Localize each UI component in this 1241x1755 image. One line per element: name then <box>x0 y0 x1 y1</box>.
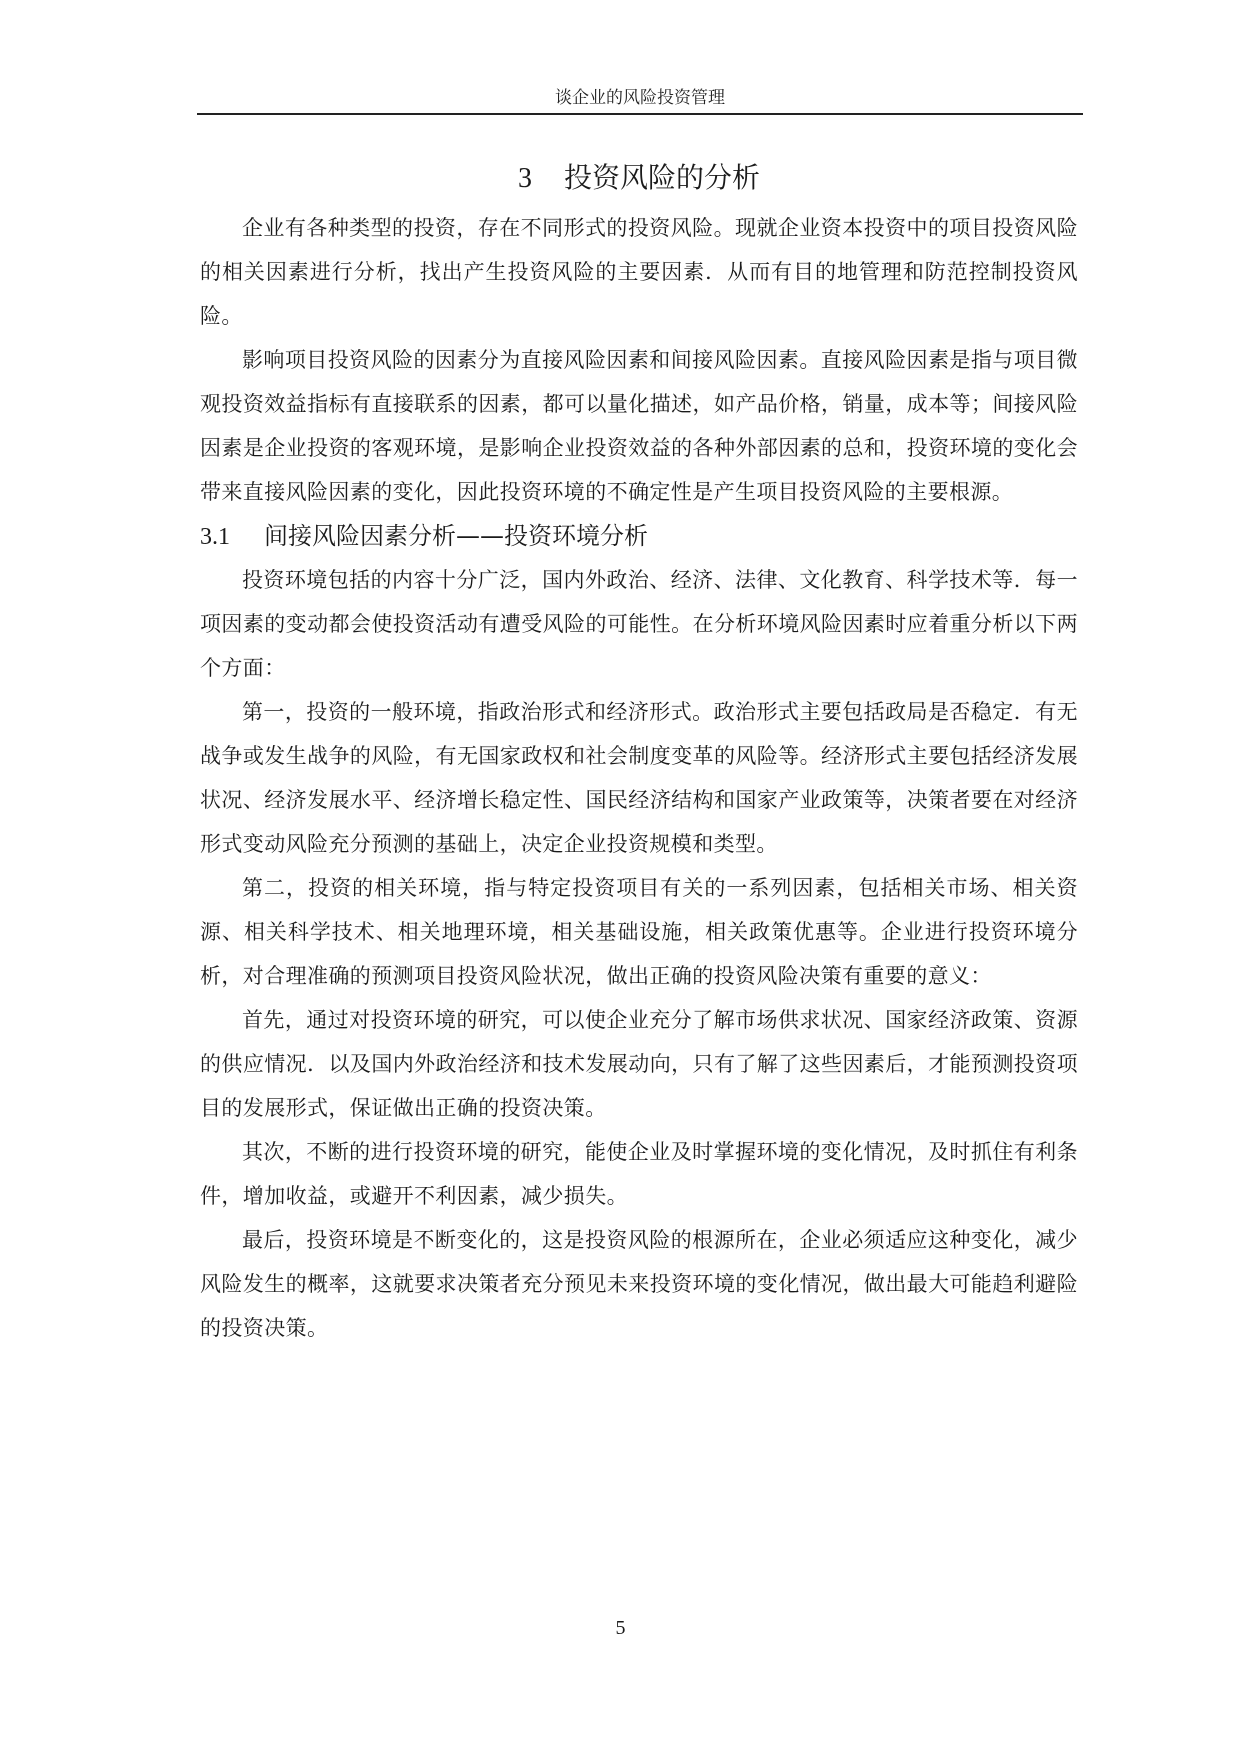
section-number: 3.1 <box>200 524 230 550</box>
paragraph-intro-2: 影响项目投资风险的因素分为直接风险因素和间接风险因素。直接风险因素是指与项目微观投资效益指标有直接联系的因素，都可以量化描述，如产品价格，销量，成本等；间接风险因素是企业投资的客观环境，是影响企业投资效益的各种外部因素的总和，投资环境的变化会带来直接风险因素的变化，因此投资环境的不确定性是产生项目投资风险的主要根源。 <box>200 348 1078 504</box>
section-title <box>200 514 1078 558</box>
paragraph-section-3: 第二，投资的相关环境，指与特定投资项目有关的一系列因素，包括相关市场、相关资源、相关科学技术、相关地理环境，相关基础设施，相关政策优惠等。企业进行投资环境分析，对合理准确的预测项目投资风险状况，做出正确的投资风险决策有重要的意义： <box>200 876 1078 988</box>
chapter-number: 3 <box>517 163 532 194</box>
paragraph-section-5: 其次，不断的进行投资环境的研究，能使企业及时掌握环境的变化情况，及时抓住有利条件，增加收益，或避开不利因素，减少损失。 <box>200 1140 1078 1208</box>
chapter-title <box>200 150 1078 206</box>
paragraph-intro-1: 企业有各种类型的投资，存在不同形式的投资风险。现就企业资本投资中的项目投资风险的相关因素进行分析，找出产生投资风险的主要因素．从而有目的地管理和防范控制投资风险。 <box>200 216 1078 328</box>
paragraph-section-4: 首先，通过对投资环境的研究，可以使企业充分了解市场供求状况、国家经济政策、资源的供应情况．以及国内外政治经济和技术发展动向，只有了解了这些因素后，才能预测投资项目的发展形式，保证做出正确的投资决策。 <box>200 1008 1078 1120</box>
chapter-title-text: 投资风险的分析 <box>563 161 760 194</box>
paragraph-section-1: 投资环境包括的内容十分广泛，国内外政治、经济、法律、文化教育、科学技术等．每一项因素的变动都会使投资活动有遭受风险的可能性。在分析环境风险因素时应着重分析以下两个方面： <box>200 568 1078 680</box>
running-header: 谈企业的风险投资管理 <box>555 88 725 108</box>
page-body <box>200 150 1078 1350</box>
header-rule <box>197 113 1083 115</box>
paragraph-section-2: 第一，投资的一般环境，指政治形式和经济形式。政治形式主要包括政局是否稳定．有无战争或发生战争的风险，有无国家政权和社会制度变革的风险等。经济形式主要包括经济发展状况、经济发展水平、经济增长稳定性、国民经济结构和国家产业政策等，决策者要在对经济形式变动风险充分预测的基础上，决定企业投资规模和类型。 <box>200 700 1078 856</box>
paragraph-section-6: 最后，投资环境是不断变化的，这是投资风险的根源所在，企业必须适应这种变化，减少风险发生的概率，这就要求决策者充分预见未来投资环境的变化情况，做出最大可能趋利避险的投资决策。 <box>200 1228 1078 1340</box>
page-number: 5 <box>615 1617 626 1639</box>
section-title-text: 间接风险因素分析——投资环境分析 <box>264 522 648 550</box>
